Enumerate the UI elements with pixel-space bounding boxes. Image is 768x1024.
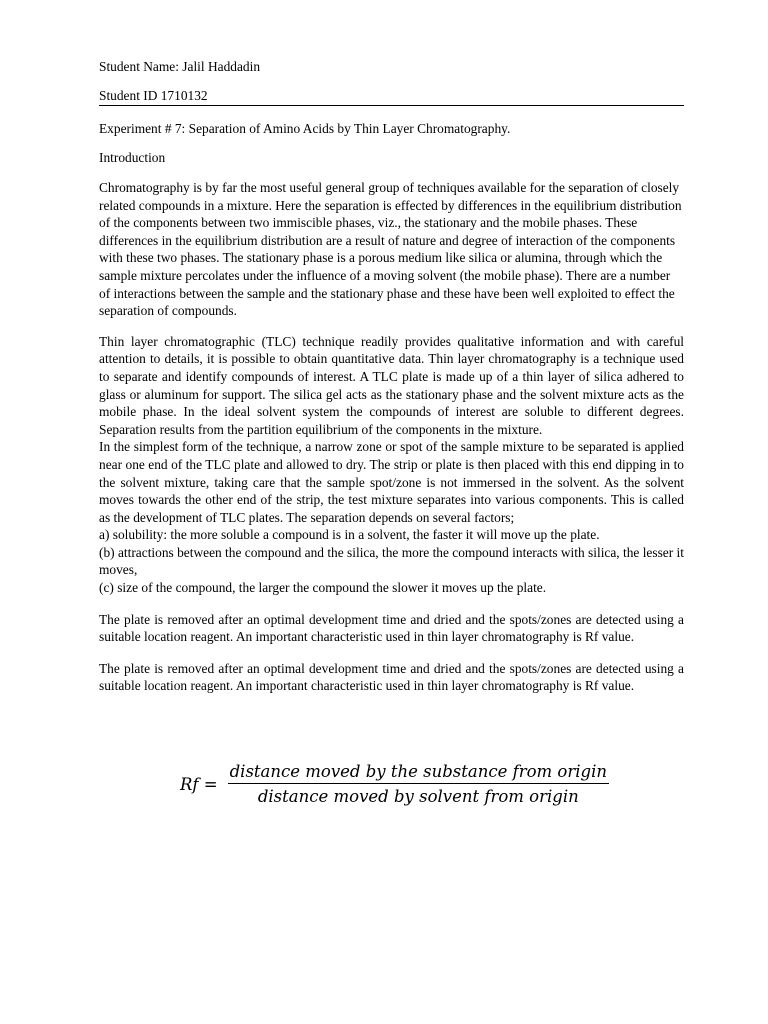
equation-lhs: Rf = bbox=[180, 774, 218, 794]
list-item: (c) size of the compound, the larger the compound the slower it moves up the plate. bbox=[99, 580, 547, 596]
student-id: Student ID 1710132 bbox=[99, 87, 684, 106]
equation-denominator: distance moved by solvent from origin bbox=[257, 787, 579, 806]
document-body bbox=[99, 58, 684, 695]
paragraph: Thin layer chromatographic (TLC) technique readily provides qualitative information and with careful attention to details, it is possible to obtain quantitative data. Thin layer chromatography is a technique used to separate and identify compounds of interest. A TLC plate is made up of a thin layer of silica adhered to glass or aluminum for support. The silica gel acts as the stationary phase and the solvent mixture acts as the mobile phase. In the ideal solvent system the compounds of interest are soluble to different degrees. Separation results from the partition equilibrium of the components in the mixture. bbox=[99, 333, 684, 437]
paragraph: In the simplest form of the technique, a narrow zone or spot of the sample mixture to be separated is applied near one end of the TLC plate and allowed to dry. The strip or plate is then placed with this end dipping in to the solvent mixture, taking care that the sample spot/zone is not immersed in the solvent. As the solvent moves towards the other end of the strip, the test mixture separates into various components. This is called as the development of TLC plates. The separation depends on several factors; bbox=[99, 439, 684, 525]
paragraph: The plate is removed after an optimal development time and dried and the spots/zones are detected using a suitable location reagent. An important characteristic used in thin layer chromatography is Rf value. bbox=[99, 611, 684, 645]
paragraph: The plate is removed after an optimal development time and dried and the spots/zones are detected using a suitable location reagent. An important characteristic used in thin layer chromatography is Rf value. bbox=[99, 660, 684, 694]
experiment-title: Experiment # 7: Separation of Amino Acids by Thin Layer Chromatography. bbox=[99, 121, 511, 136]
student-name: Student Name: Jalil Haddadin bbox=[99, 59, 261, 74]
section-heading: Introduction bbox=[99, 150, 166, 165]
equation-fraction bbox=[228, 762, 609, 806]
equation-numerator: distance moved by the substance from origin bbox=[228, 762, 609, 784]
list-item: (b) attractions between the compound and the silica, the more the compound interacts with silica, the lesser it moves, bbox=[99, 544, 684, 578]
paragraph: Chromatography is by far the most useful general group of techniques available for the separation of closely related compounds in a mixture. Here the separation is effected by differences in the equilibrium distribution of the components between two immiscible phases, viz., the stationary and the mobile phases. These differences in the equilibrium distribution are a result of nature and degree of interaction of the components with these two phases. The stationary phase is a porous medium like silica or alumina, through which the sample mixture percolates under the influence of a moving solvent (the mobile phase). There are a number of interactions between the sample and the stationary phase and these have been well exploited to effect the separation of compounds. bbox=[99, 180, 682, 319]
list-item: a) solubility: the more soluble a compound is in a solvent, the faster it will move up the plate. bbox=[99, 527, 600, 543]
rf-equation bbox=[180, 758, 620, 810]
